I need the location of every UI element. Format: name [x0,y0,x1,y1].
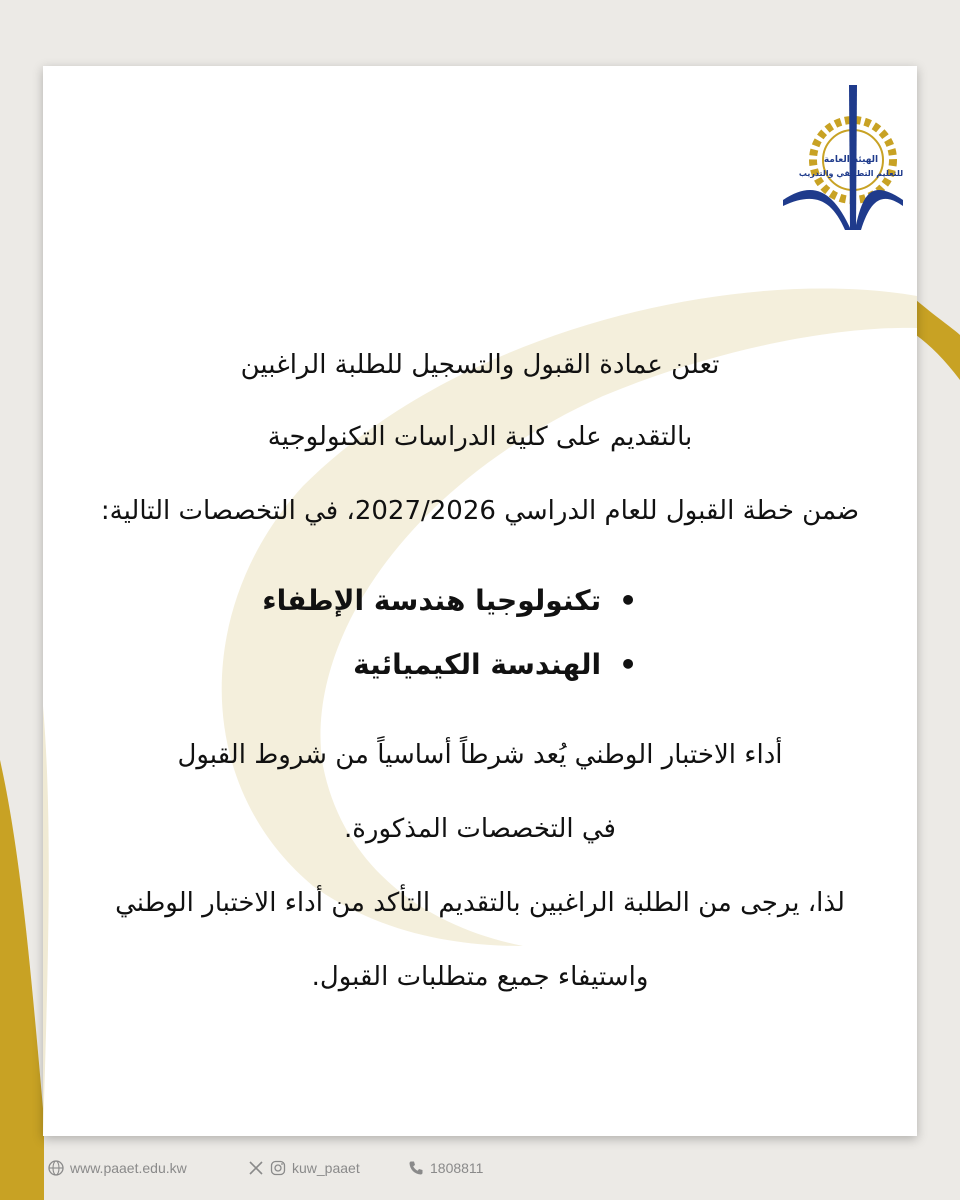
phone-number[interactable]: 1808811 [430,1160,484,1176]
logo-text-line1: الهيئة العامة [823,155,879,165]
paaet-logo [773,80,903,230]
announcement-card [43,66,917,1136]
x-icon[interactable] [248,1160,264,1176]
specialization-item: • الهندسة الكيميائية [262,648,637,682]
announcement-line-4: أداء الاختبار الوطني يُعد شرطاً أساسياً من شروط القبول [177,740,783,770]
specialization-item: • تكنولوجيا هندسة الإطفاء [262,584,637,618]
footer-phone[interactable] [408,1160,483,1176]
specializations-list [262,584,637,712]
globe-icon [48,1160,64,1176]
announcement-line-1: تعلن عمادة القبول والتسجيل للطلبة الراغبين [240,350,720,380]
phone-icon [408,1160,424,1176]
announcement-line-2: بالتقديم على كلية الدراسات التكنولوجية [267,422,693,452]
announcement-line-5: في التخصصات المذكورة. [344,814,616,844]
logo-text-line2: للتعليم التطبيقي والتدريب [798,169,903,178]
website-link[interactable]: www.paaet.edu.kw [70,1160,187,1176]
footer-website[interactable] [48,1160,248,1176]
announcement-line-3: ضمن خطة القبول للعام الدراسي 2027/2026، في التخصصات التالية: [100,496,860,526]
footer-social[interactable] [248,1160,408,1176]
announcement-line-7: واستيفاء جميع متطلبات القبول. [311,962,649,992]
instagram-icon[interactable] [270,1160,286,1176]
social-handle[interactable]: kuw_paaet [292,1160,360,1176]
footer-contacts [48,1156,483,1180]
announcement-line-6: لذا، يرجى من الطلبة الراغبين بالتقديم التأكد من أداء الاختبار الوطني [115,888,845,918]
